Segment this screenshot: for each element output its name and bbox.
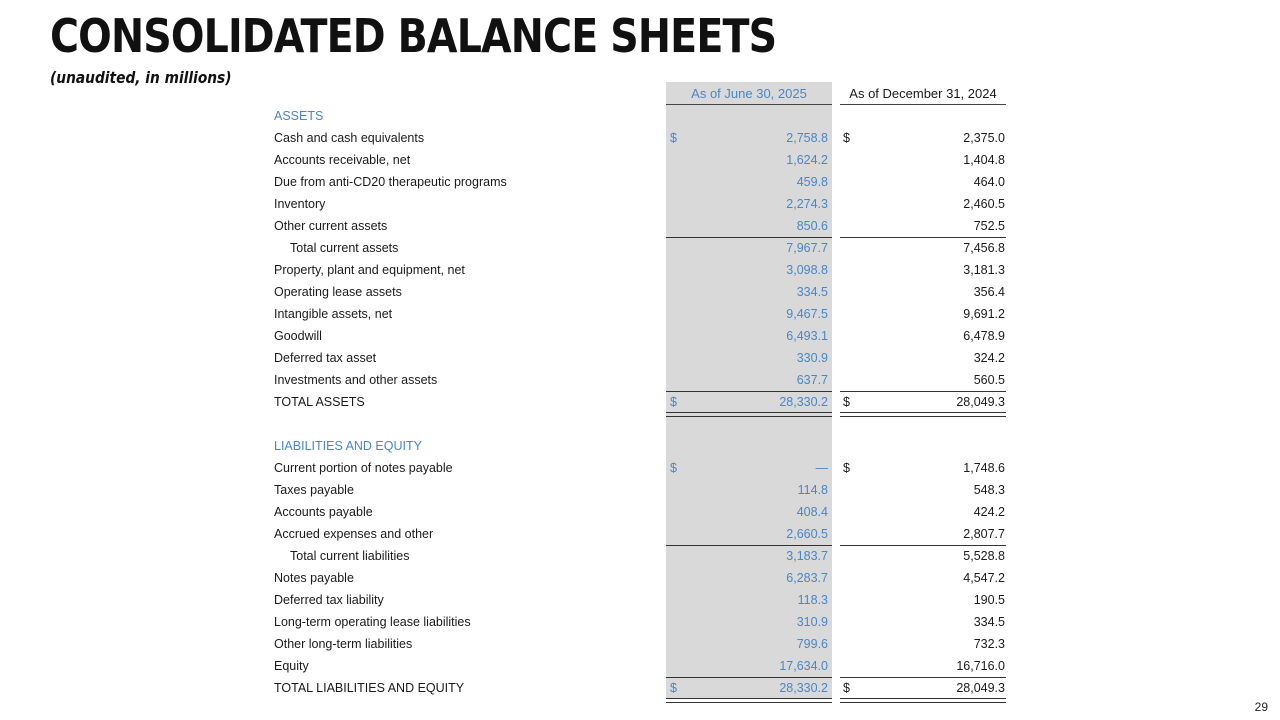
value-current: 114.8	[797, 483, 828, 497]
page-title: CONSOLIDATED BALANCE SHEETS	[50, 9, 777, 63]
table-row	[0, 589, 1280, 611]
row-label: TOTAL LIABILITIES AND EQUITY	[274, 681, 465, 695]
value-prior: 2,807.7	[963, 527, 1005, 541]
table-row	[0, 655, 1280, 677]
value-current: 9,467.5	[786, 307, 828, 321]
currency-symbol: $	[843, 395, 850, 409]
table-row	[0, 281, 1280, 303]
row-label: Deferred tax liability	[274, 593, 384, 607]
value-prior: 324.2	[973, 351, 1005, 365]
value-prior: 424.2	[973, 505, 1005, 519]
value-current: 2,274.3	[786, 197, 828, 211]
value-current: 334.5	[796, 285, 828, 299]
row-label: Cash and cash equivalents	[274, 131, 425, 145]
section-label: ASSETS	[274, 109, 324, 123]
total-double-rule	[666, 698, 832, 703]
table-row	[0, 149, 1280, 171]
row-label: Total current assets	[290, 241, 399, 255]
table-row	[0, 633, 1280, 655]
value-prior: 5,528.8	[963, 549, 1005, 563]
table-row	[0, 523, 1280, 545]
value-prior: 464.0	[973, 175, 1005, 189]
table-row	[0, 347, 1280, 369]
value-prior: 6,478.9	[963, 329, 1005, 343]
page-subtitle: (unaudited, in millions)	[50, 68, 232, 87]
spacer-row	[0, 413, 1280, 435]
row-label: Investments and other assets	[274, 373, 438, 387]
row-label: Property, plant and equipment, net	[274, 263, 465, 277]
currency-symbol: $	[670, 131, 677, 145]
row-label: Notes payable	[274, 571, 354, 585]
value-current: 799.6	[796, 637, 828, 651]
value-prior: 4,547.2	[963, 571, 1005, 585]
section-label: LIABILITIES AND EQUITY	[274, 439, 422, 453]
currency-symbol: $	[843, 681, 850, 695]
value-current: 6,493.1	[786, 329, 828, 343]
row-label: Goodwill	[274, 329, 322, 343]
table-row	[0, 391, 1280, 413]
total-double-rule	[840, 698, 1006, 703]
value-current: 17,634.0	[779, 659, 828, 673]
row-label: Intangible assets, net	[274, 307, 393, 321]
row-label: Inventory	[274, 197, 326, 211]
value-current: 7,967.7	[786, 241, 828, 255]
value-current: 1,624.2	[786, 153, 828, 167]
value-current: 6,283.7	[786, 571, 828, 585]
total-top-rule	[666, 677, 832, 678]
value-prior: 16,716.0	[956, 659, 1005, 673]
value-current: 2,758.8	[786, 131, 828, 145]
value-current: 637.7	[796, 373, 828, 387]
value-prior: 7,456.8	[963, 241, 1005, 255]
table-row	[0, 479, 1280, 501]
row-label: Long-term operating lease liabilities	[274, 615, 471, 629]
currency-symbol: $	[843, 131, 850, 145]
value-prior: 560.5	[973, 373, 1005, 387]
row-label: Operating lease assets	[274, 285, 402, 299]
value-prior: 28,049.3	[956, 395, 1005, 409]
value-current: 459.8	[796, 175, 828, 189]
value-current: 118.3	[797, 593, 828, 607]
table-row	[0, 259, 1280, 281]
table-row	[0, 193, 1280, 215]
row-label: Other long-term liabilities	[274, 637, 413, 651]
row-label: Other current assets	[274, 219, 388, 233]
row-label: Accounts payable	[274, 505, 373, 519]
value-prior: 732.3	[973, 637, 1005, 651]
table-row	[0, 677, 1280, 699]
row-label: Equity	[274, 659, 309, 673]
section-header-row	[0, 105, 1280, 127]
table-row	[0, 501, 1280, 523]
row-label: TOTAL ASSETS	[274, 395, 365, 409]
column-header-current: As of June 30, 2025	[666, 86, 832, 105]
value-current: 408.4	[796, 505, 828, 519]
column-header-prior: As of December 31, 2024	[840, 86, 1006, 105]
table-row	[0, 545, 1280, 567]
table-row	[0, 567, 1280, 589]
row-label: Due from anti-CD20 therapeutic programs	[274, 175, 507, 189]
row-label: Deferred tax asset	[274, 351, 377, 365]
value-prior: 334.5	[973, 615, 1005, 629]
row-label: Accounts receivable, net	[274, 153, 411, 167]
row-label: Accrued expenses and other	[274, 527, 434, 541]
table-row	[0, 215, 1280, 237]
value-prior: 1,748.6	[963, 461, 1005, 475]
value-current: 3,098.8	[786, 263, 828, 277]
currency-symbol: $	[670, 461, 677, 475]
value-current: 2,660.5	[786, 527, 828, 541]
table-row	[0, 127, 1280, 149]
value-current: 310.9	[796, 615, 828, 629]
value-prior: 28,049.3	[956, 681, 1005, 695]
row-label: Taxes payable	[274, 483, 354, 497]
value-prior: 9,691.2	[963, 307, 1005, 321]
section-header-row	[0, 435, 1280, 457]
value-current: 850.6	[796, 219, 828, 233]
total-top-rule	[666, 391, 832, 392]
table-row	[0, 325, 1280, 347]
value-prior: 548.3	[973, 483, 1005, 497]
value-prior: 356.4	[973, 285, 1005, 299]
value-prior: 3,181.3	[963, 263, 1005, 277]
value-prior: 1,404.8	[963, 153, 1005, 167]
value-prior: 752.5	[973, 219, 1005, 233]
currency-symbol: $	[843, 461, 850, 475]
page-number: 29	[1254, 700, 1268, 714]
table-row	[0, 369, 1280, 391]
value-current: —	[815, 461, 828, 475]
currency-symbol: $	[670, 395, 677, 409]
row-label: Current portion of notes payable	[274, 461, 453, 475]
value-current: 330.9	[796, 351, 828, 365]
total-top-rule	[840, 391, 1006, 392]
total-top-rule	[840, 677, 1006, 678]
currency-symbol: $	[670, 681, 677, 695]
table-row	[0, 171, 1280, 193]
value-current: 28,330.2	[779, 395, 828, 409]
value-prior: 2,460.5	[963, 197, 1005, 211]
value-prior: 190.5	[973, 593, 1005, 607]
value-current: 3,183.7	[786, 549, 828, 563]
table-row	[0, 237, 1280, 259]
table-row	[0, 611, 1280, 633]
row-label: Total current liabilities	[290, 549, 410, 563]
value-prior: 2,375.0	[963, 131, 1005, 145]
table-row	[0, 457, 1280, 479]
table-row	[0, 303, 1280, 325]
value-current: 28,330.2	[779, 681, 828, 695]
